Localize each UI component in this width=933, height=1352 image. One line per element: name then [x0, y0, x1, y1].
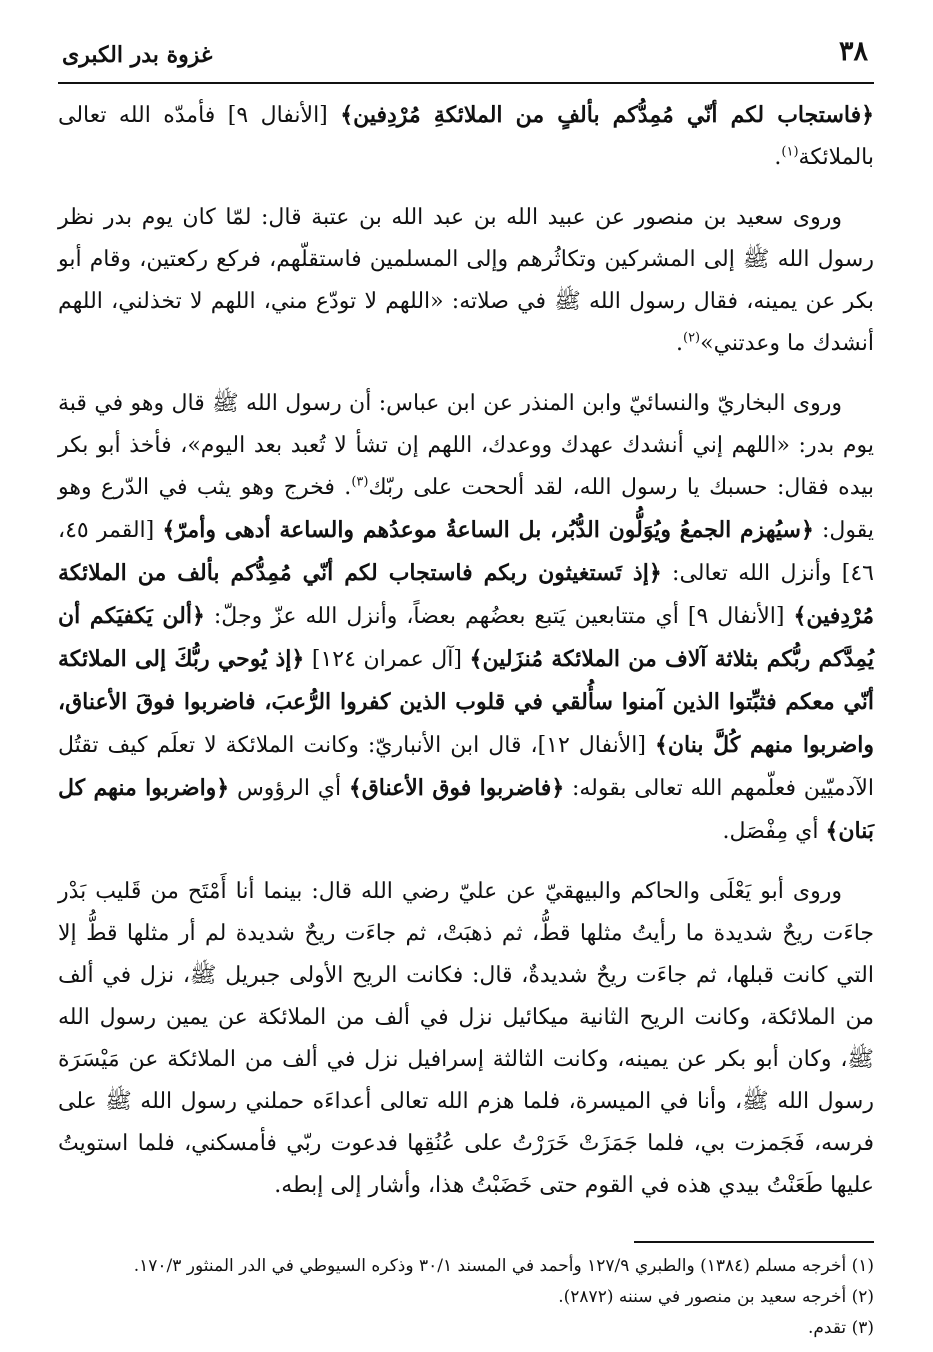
quran-quote: ﴿سيُهزم الجمعُ ويُوَلُّون الدُّبُر، بل الساعةُ موعدُهم والساعة أدهى وأمرّ﴾ — [162, 517, 814, 543]
text-segment: . فخرج وهو يثب في الدّرع وهو يقول: — [58, 475, 874, 543]
paragraph — [58, 197, 874, 365]
footnote-ref: (١) — [781, 144, 799, 160]
text-segment: أي الرؤوس — [229, 776, 349, 801]
footnote-divider — [634, 1241, 874, 1243]
text-segment: . — [774, 145, 782, 170]
footnote: (١) أخرجه مسلم (١٣٨٤) والطبري ١٢٧/٩ وأحمد في المسند ٣٠/١ وذكره السيوطي في الدر المنثور ١٧٠/٣. — [133, 1255, 874, 1276]
text-segment: [القمر ٤٥، ٤٦] وأنزل الله تعالى: — [58, 518, 874, 586]
quran-quote: ﴿إذ يُوحي ربُّكَ إلى الملائكة أنّي معكم فثبِّتوا الذين آمنوا سأُلقي في قلوب الذين كفروا الرُّعبَ، فاضربوا فوقَ الأعناق، واضربوا منهم كُلَّ بنان﴾ — [58, 646, 874, 758]
quran-quote: ﴿واضربوا منهم كل بَنان﴾ — [58, 775, 874, 844]
text-segment: [آل عمران ١٢٤] — [304, 647, 470, 672]
text-segment: وروى أبو يَعْلَى والحاكم والبيهقيّ عن عليّ رضي الله قال: بينما أنا أَمْتَح من قَليب بَدْر جاءَت ريحٌ شديدة ما رأيتُ مثلها قطُّ، ثم ذهبَتْ، ثم جاءَت ريحٌ شديدة لم أر مثلها قطُّ إلا التي كانت قبلها، ثم جاءَت ريحٌ شديدةٌ، قال: فكانت الريح الأولى جبريل ﷺ، نزل في ألف من الملائكة، وكانت الريح الثانية ميكائيل نزل في ألف من الملائكة عن يمين رسول الله ﷺ، وكان أبو بكر عن يمينه، وكانت الثالثة إسرافيل نزل في ألف من الملائكة عن مَيْسَرَة رسول الله ﷺ، وأنا في الميسرة، فلما هزم الله تعالى أعداءَه حملني رسول الله ﷺ على فرسه، فَجَمزت بي، فلما جَمَزَتْ خَرَرْتُ على عُنُقِها فدعوت ربّي فأمسكني، فلما استويتُ عليها طَعَنْتُ بيدي هذه في القوم حتى خَضَبْتُ هذا، وأشار إلى إبطه. — [58, 879, 874, 1198]
running-title: غزوة بدر الكبرى — [62, 42, 213, 68]
book-page — [58, 30, 874, 1344]
quran-quote: ﴿ألن يَكفيَكم أن يُمِدَّكم ربُّكم بثلاثة آلاف من الملائكة مُنزَلين﴾ — [58, 603, 875, 672]
text-segment: [الأنفال ٩] فأمدّه الله تعالى بالملائكة — [58, 103, 874, 170]
text-segment: وروى سعيد بن منصور عن عبيد الله بن عبد الله بن عتبة قال: لمّا كان يوم بدر نظر رسول الله ﷺ إلى المشركين وتكاثُرهم وإلى المسلمين فاستقلّهم، فركع ركعتين، وقام أبو بكر عن يمينه، فقال رسول الله ﷺ في صلاته: «اللهم لا تودّع مني، اللهم لا تخذلني، اللهم أنشدك ما وعدتني» — [58, 205, 874, 356]
text-segment: [الأنفال ٩] أي متتابعين يَتبع بعضُهم بعضاً، وأنزل الله عزّ وجلّ: — [204, 604, 794, 629]
quran-quote: ﴿فاستجاب لكم أنّي مُمِدُّكم بألفٍ من الملائكةِ مُرْدِفين﴾ — [340, 102, 874, 128]
quran-quote: ﴿فاضربوا فوق الأعناق﴾ — [348, 775, 565, 801]
quran-quote: ﴿إذ تَستغيثون ربكم فاستجاب لكم أنّي مُمِدُّكم بألف من الملائكة مُرْدِفين﴾ — [58, 560, 874, 629]
paragraph — [58, 383, 874, 853]
footnote-ref: (٢) — [682, 330, 701, 346]
footnotes — [58, 1251, 874, 1344]
footnote: (٢) أخرجه سعيد بن منصور في سننه (٢٨٧٢). — [558, 1286, 874, 1307]
main-text — [58, 94, 874, 1207]
paragraph — [58, 871, 874, 1207]
page-number: ٣٨ — [838, 36, 868, 67]
footnote: (٣) تقدم. — [807, 1317, 874, 1338]
text-segment: [الأنفال ١٢]، قال ابن الأنباريّ: وكانت الملائكة لا تعلَم كيف تقتُل الآدميّين فعلّمهم الله تعالى بقوله: — [58, 733, 875, 801]
text-segment: أي مِفْصَل. — [722, 819, 826, 844]
text-segment: . — [675, 331, 683, 356]
footnote-ref: (٣) — [351, 474, 369, 490]
paragraph — [58, 94, 874, 179]
page-header — [58, 30, 874, 84]
text-segment: وروى البخاريّ والنسائيّ وابن المنذر عن ابن عباس: أن رسول الله ﷺ قال وهو في قبة يوم بدر: «اللهم إني أنشدك عهدك ووعدك، اللهم إن تشأ لا تُعبد بعد اليوم»، فأخذ أبو بكر بيده فقال: حسبك يا رسول الله، لقد ألححت على ربّك — [58, 391, 875, 500]
